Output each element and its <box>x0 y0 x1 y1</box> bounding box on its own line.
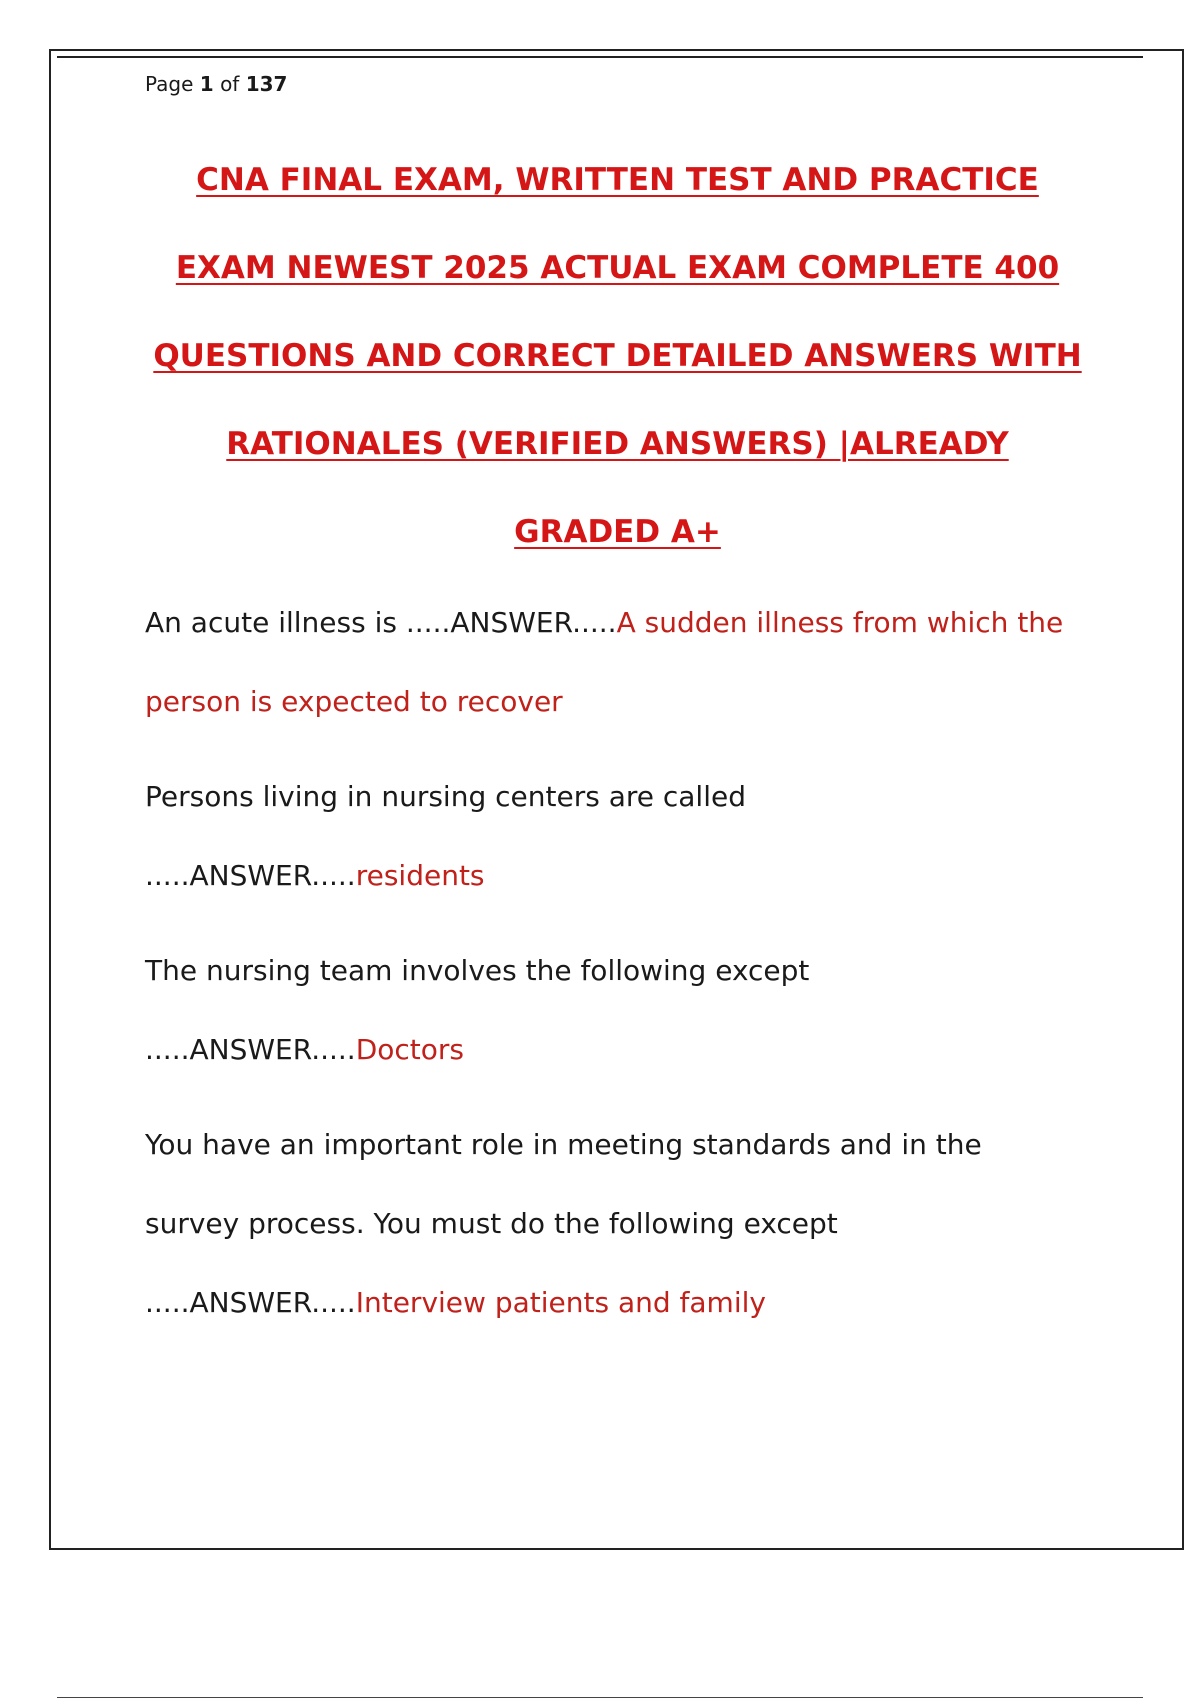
title-line-3: QUESTIONS AND CORRECT DETAILED ANSWERS WITH <box>153 338 1082 374</box>
page-counter <box>145 72 287 96</box>
answer-marker: .....ANSWER..... <box>405 606 617 639</box>
page-total: 137 <box>245 72 288 96</box>
question-item <box>145 931 1075 1089</box>
answer-marker: .....ANSWER..... <box>145 859 356 892</box>
answer-text: residents <box>355 859 485 892</box>
page-label: Page <box>145 72 194 96</box>
page-of: of <box>220 72 240 96</box>
answer-marker: .....ANSWER..... <box>145 1286 356 1319</box>
document-title <box>140 136 1095 576</box>
page-current: 1 <box>199 72 214 96</box>
title-line-4: RATIONALES (VERIFIED ANSWERS) |ALREADY <box>226 426 1009 462</box>
header-rule <box>57 56 1143 58</box>
title-line-1: CNA FINAL EXAM, WRITTEN TEST AND PRACTICE <box>196 162 1039 198</box>
question-item <box>145 583 1075 741</box>
question-item <box>145 757 1075 915</box>
title-line-2: EXAM NEWEST 2025 ACTUAL EXAM COMPLETE 400 <box>175 250 1060 286</box>
next-page-rule <box>57 1697 1143 1698</box>
answer-text: A sudden illness from which the person is expected to recover <box>145 606 1064 718</box>
answer-text: Doctors <box>355 1033 465 1066</box>
question-text: You have an important role in meeting standards and in the survey process. You must do the following except <box>145 1128 982 1240</box>
question-text: Persons living in nursing centers are called <box>145 780 746 813</box>
question-item <box>145 1105 1075 1342</box>
question-text: An acute illness is <box>145 606 397 639</box>
answer-text: Interview patients and family <box>355 1286 766 1319</box>
question-text: The nursing team involves the following except <box>145 954 810 987</box>
answer-marker: .....ANSWER..... <box>145 1033 356 1066</box>
title-line-5: GRADED A+ <box>514 514 721 550</box>
